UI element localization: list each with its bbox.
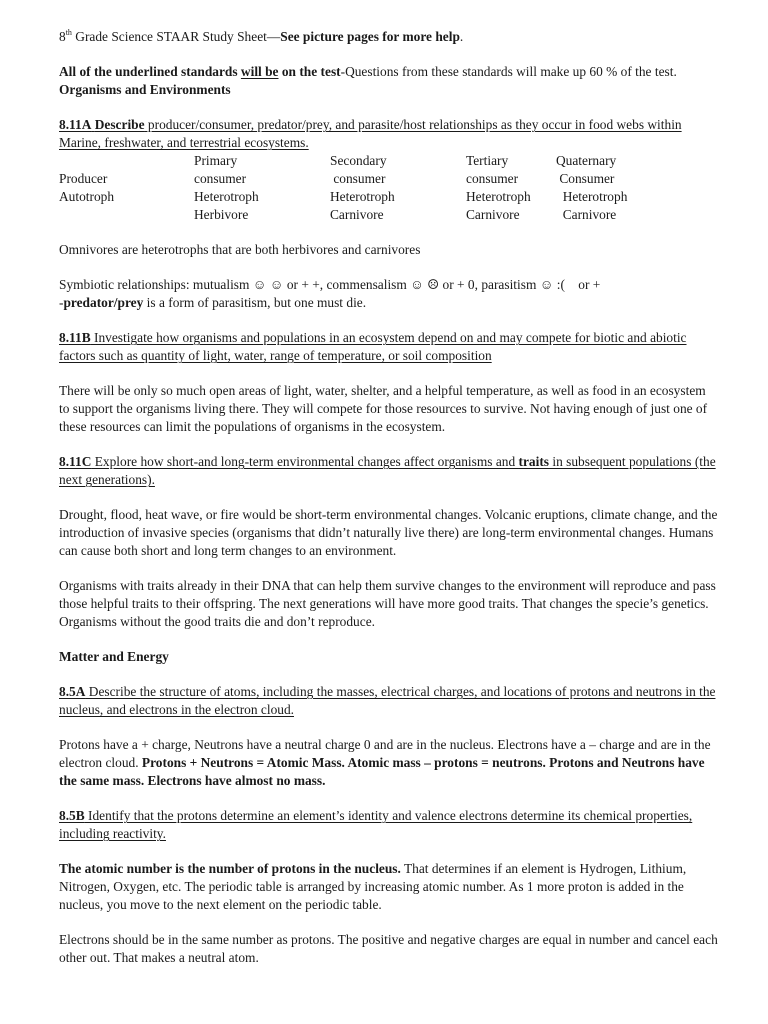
- table-row: [59, 206, 676, 224]
- standard-8-11b: [59, 329, 719, 365]
- table-cell: Carnivore: [466, 207, 520, 222]
- table-row: [59, 152, 676, 170]
- table-cell: consumer: [194, 171, 247, 186]
- standard-code: 8.11A: [59, 117, 92, 132]
- symbiosis-line: Symbiotic relationships: mutualism ☺ ☺ or + +, commensalism ☺ ☹ or + 0, parasitism ☺ :( or +: [59, 277, 601, 292]
- standard-text-end: in subsequent populations (the next generations).: [59, 454, 716, 487]
- table-cell: consumer: [466, 171, 519, 186]
- table-cell: Quaternary: [556, 153, 617, 168]
- table-cell: Heterotroph: [466, 189, 531, 204]
- study-sheet: [59, 28, 719, 967]
- intro-rest: -Questions from these standards will make up 60 % of the test.: [340, 64, 677, 79]
- standard-code: 8.5B: [59, 808, 85, 823]
- table-cell: Primary: [194, 153, 238, 168]
- intro-paragraph: [59, 63, 719, 81]
- standard-8-11a: [59, 116, 719, 152]
- standard-8-11c: [59, 453, 719, 489]
- standard-text: Investigate how organisms and populations in an ecosystem depend on and may compete for biotic and abiotic factors such as quantity of light, water, range of temperature, or soil composition: [59, 330, 687, 363]
- table-cell: Herbivore: [194, 207, 249, 222]
- atomic-number-paragraph: [59, 860, 719, 914]
- omnivores-note: Omnivores are heterotrophs that are both herbivores and carnivores: [59, 242, 421, 257]
- sheet-title: [59, 28, 719, 46]
- grade-number: 8: [59, 29, 66, 44]
- table-cell: Carnivore: [556, 207, 617, 222]
- standard-text: Identify that the protons determine an element’s identity and valence electrons determine its chemical properties, including reactivity.: [59, 808, 693, 841]
- table-row: [59, 170, 676, 188]
- food-web-table: [59, 152, 676, 224]
- intro-bold-a: All of the underlined standards: [59, 64, 241, 79]
- standard-code: 8.11B: [59, 330, 91, 345]
- atoms-text: Protons have a + charge, Neutrons have a neutral charge 0 and are in the nucleus. Electrons have a – charge and are in the electron cloud.: [59, 737, 711, 770]
- standard-text: Describe the structure of atoms, including the masses, electrical charges, and locations of protons and neutrons in the nucleus, and electrons in the electron cloud.: [59, 684, 716, 717]
- atomic-number-bold: The atomic number is the number of protons in the nucleus.: [59, 861, 401, 876]
- resources-paragraph: There will be only so much open areas of light, water, shelter, and a helpful temperature, as well as food in an ecosystem to support the organisms living there. They will compete for those resources to survive. Not having enough of just one of these resources can limit the populations of organisms in the ecosystem.: [59, 383, 708, 434]
- title-bold-note: See picture pages for more help: [280, 29, 460, 44]
- standard-text: producer/consumer, predator/prey, and parasite/host relationships as they occur in food webs within Marine, freshwater, and terrestrial ecosystems.: [59, 117, 682, 150]
- table-cell: Carnivore: [330, 207, 384, 222]
- environmental-changes-paragraph: Drought, flood, heat wave, or fire would be short-term environmental changes. Volcanic eruptions, climate change, and the introduction of invasive species (organisms that didn’t naturally live there) are long-term environmental changes. Humans can cause both short and long term changes to an environment.: [59, 507, 718, 558]
- atoms-bold: Protons + Neutrons = Atomic Mass. Atomic mass – protons = neutrons. Protons and Neutrons have the same mass. Electrons have almost no mass.: [59, 755, 705, 788]
- table-cell: [59, 206, 194, 224]
- table-cell: Secondary: [330, 153, 387, 168]
- grade-suffix: th: [65, 28, 72, 37]
- table-cell: Tertiary: [466, 153, 509, 168]
- table-cell: [59, 152, 194, 170]
- section-heading-organisms: Organisms and Environments: [59, 82, 231, 97]
- table-cell: Autotroph: [59, 189, 115, 204]
- table-cell: Heterotroph: [194, 189, 259, 204]
- atomic-number-text: That determines if an element is Hydrogen, Lithium, Nitrogen, Oxygen, etc. The periodic table is arranged by increasing atomic number. As 1 more proton is added in the nucleus, you move to the next element on the periodic table.: [59, 861, 687, 912]
- standard-code: 8.5A: [59, 684, 86, 699]
- table-cell: Heterotroph: [556, 189, 628, 204]
- intro-bold-b: on the test: [278, 64, 341, 79]
- standard-verb: Describe: [94, 117, 145, 132]
- table-cell: Consumer: [556, 171, 615, 186]
- standard-8-5b: [59, 807, 719, 843]
- standard-text: Explore how short-and long-term environmental changes affect organisms and: [91, 454, 519, 469]
- symbiosis-dash: -: [59, 295, 64, 310]
- traits-paragraph: Organisms with traits already in their DNA that can help them survive changes to the environment will reproduce and pass those helpful traits to their offspring. The next generations will have more good traits. That changes the specie’s genetics. Organisms without the good traits die and don’t reproduce.: [59, 578, 716, 629]
- electrons-paragraph: Electrons should be in the same number as protons. The positive and negative charges are equal in number and cancel each other out. That makes a neutral atom.: [59, 932, 718, 965]
- table-cell: consumer: [330, 171, 386, 186]
- standard-code: 8.11C: [59, 454, 92, 469]
- intro-bold-underlined: will be: [240, 64, 279, 79]
- atoms-paragraph: [59, 736, 719, 790]
- title-period: .: [459, 29, 464, 44]
- table-row: [59, 188, 676, 206]
- symbiosis-rest: is a form of parasitism, but one must die.: [143, 295, 367, 310]
- section-heading-matter: Matter and Energy: [59, 649, 169, 664]
- traits-term: traits: [518, 454, 550, 469]
- table-cell: Heterotroph: [330, 189, 395, 204]
- table-cell: Producer: [59, 171, 108, 186]
- predator-prey-term: predator/prey: [63, 295, 144, 310]
- symbiosis-paragraph: [59, 276, 719, 312]
- standard-8-5a: [59, 683, 719, 719]
- title-text: Grade Science STAAR Study Sheet—: [71, 29, 281, 44]
